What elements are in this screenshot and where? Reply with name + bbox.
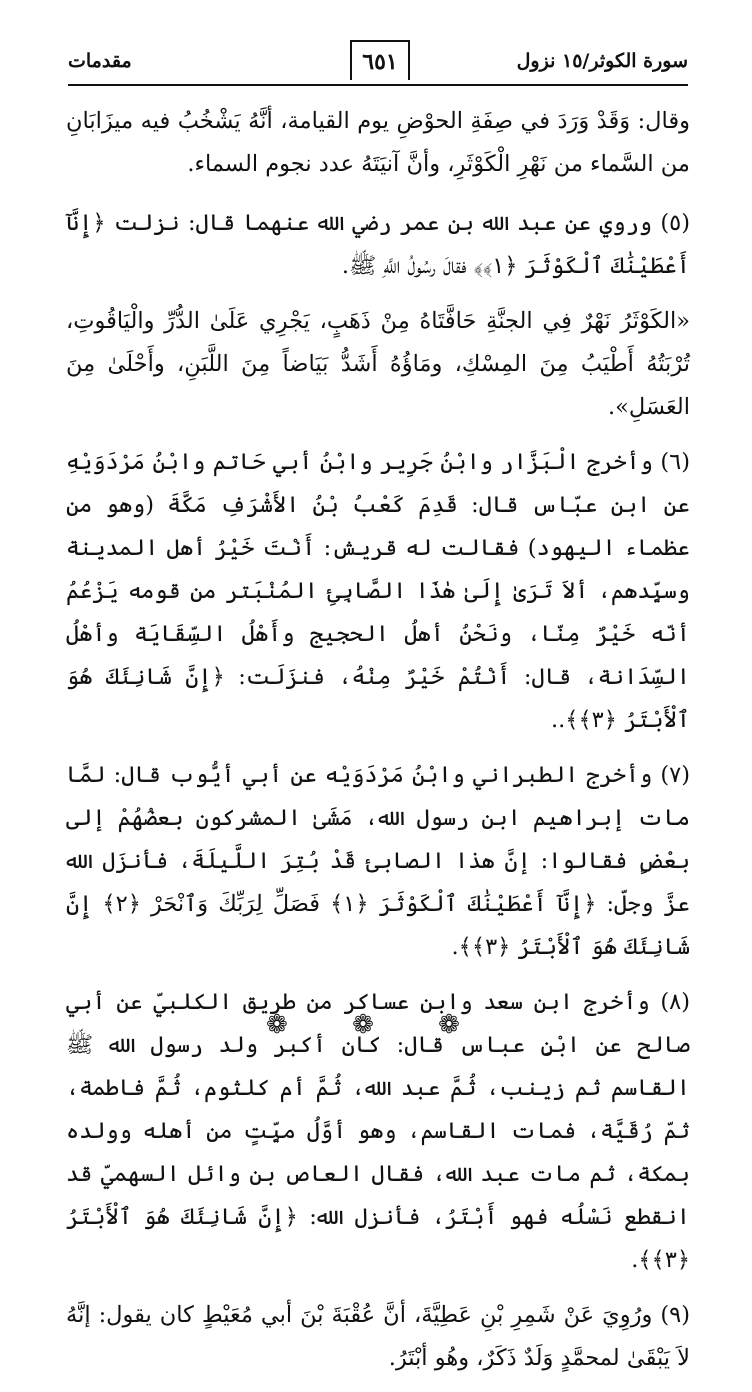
paragraph-9: (٩) ورُوِيَ عَنْ شَمِرِ بْنِ عَطِيَّةَ، أنَّ عُقْبَةَ بْنَ أبي مُعَيْطٍ كان يقول: إنَّهُ لاَ يَبْقَىٰ لمحمَّدٍ وَلَدٌ ذَكَرٌ، وهُو أبْتَرُ.: [66, 1302, 690, 1371]
section-title: مقدمات: [68, 50, 132, 72]
flower-ornament-icon: ❁: [266, 1010, 314, 1040]
section-ornament: [0, 1010, 752, 1040]
page-number: ٦٥١: [350, 40, 410, 80]
paragraph-6: (٦) وأخرج الْبَزَّار وابْنُ جَرِير وابْنُ أبي حَاتم وابْنُ مَرْدَوَيْهِ عن ابن عبّاس قال: قَدِمَ كَعْبُ بْنُ الأَشْرَفِ مَكَّةَ (وهو من عظماء اليهود) فقالت له قريش: أَنْتَ خَيْرُ أهل المدينة وسيِّدهم، ألاَ تَرَىٰ إِلَىٰ هٰذَا الصَّابِئِ المُنْبَتر من قومه يَزْعُمُ أنّه خَيْرٌ مِنّا، ونَحْنُ أهلُ الحجيج وأَهْلُ السِّقَايَة وأهْلُ السِّدَانة، قال: أَنْتُمْ خَيْرٌ مِنْهُ، فنزَلَت: ﴿إِنَّ شَانِئَكَ هُوَ ٱلْأَبْتَرُ ﴿٣﴾﴾..: [66, 449, 690, 733]
chapter-title: سورة الكوثر/١٥ نزول: [516, 50, 688, 72]
page-body: [66, 100, 690, 1392]
flower-ornament-icon: ❁: [438, 1010, 486, 1040]
paragraph-hadith: «الكَوْثَرُ نَهْرٌ فِي الجنَّةِ حَافَّتَاهُ مِنْ ذَهَبٍ، يَجْرِي عَلَىٰ الدُّرِّ والْيَاقُوتِ، تُرْبَتُهُ أَطْيَبُ مِنَ المِسْكِ، ومَاؤُهُ أَشَدُّ بَيَاضاً مِنَ اللَّبَنِ، وأَحْلَىٰ مِنَ العَسَلِ».: [66, 308, 690, 420]
flower-ornament-icon: ❁: [352, 1010, 400, 1040]
paragraph-intro: وقال: وَقَدْ وَرَدَ في صِفَةِ الحوْضِ يوم القيامة، أنَّهُ يَشْخُبُ فيه ميزَابَانِ من السَّماء من نَهْرِ الْكَوْثَرِ، وأنَّ آنيَتَهُ عدد نجوم السماء.: [66, 108, 690, 177]
header-divider: [68, 84, 688, 86]
paragraph-7: (٧) وأخرج الطبراني وابْنُ مَرْدَوَيْه عن أبي أيُّوب قال: لمَّا مات إبراهيم ابن رسول الله، مَشَىٰ المشركون بعضُهُمْ إلى بعْضٍ فقالوا: إنَّ هذا الصابئ قَدْ بُتِرَ اللَّيلَةَ، فأنزَل الله عزَّ وجلّ: ﴿إِنَّآ أَعْطَيْنَٰكَ ٱلْكَوْثَرَ ﴿١﴾ فَصَلِّ لِرَبِّكَ وَٱنْحَرْ ﴿٢﴾ إِنَّ شَانِئَكَ هُوَ ٱلْأَبْتَرُ ﴿٣﴾﴾.: [66, 762, 690, 960]
paragraph-5: (٥) وروي عن عبد الله بن عمر رضي الله عنهما قال: نزلت ﴿إِنَّآ أَعْطَيْنَٰكَ ٱلْكَوْثَرَ ﴿١﴾﴾ فقالَ رسُولُ اللَّهِ ﷺ.: [66, 210, 690, 279]
page-header: [68, 40, 688, 82]
paragraph-8: (٨) وأخرج ابن سعد وابن عساكر من طريق الكلبيّ عن أبي صالح عن ابْنِ عباس قال: كان أكبر ولد رسول الله ﷺ القاسم ثم زينب، ثُمَّ عبد الله، ثُمَّ أم كلثوم، ثُمَّ فاطمة، ثمّ رُقَيَّة، فمات القاسم، وهو أوَّلُ ميِّتٍ من أهله وولده بمكة، ثم مات عبد الله، فقال العاص بن وائل السهميّ قد انقطع نَسْلُه فهو أَبْتَرُ، فأنزل الله: ﴿إِنَّ شَانِئَكَ هُوَ ٱلْأَبْتَرُ ﴿٣﴾﴾.: [66, 989, 690, 1273]
